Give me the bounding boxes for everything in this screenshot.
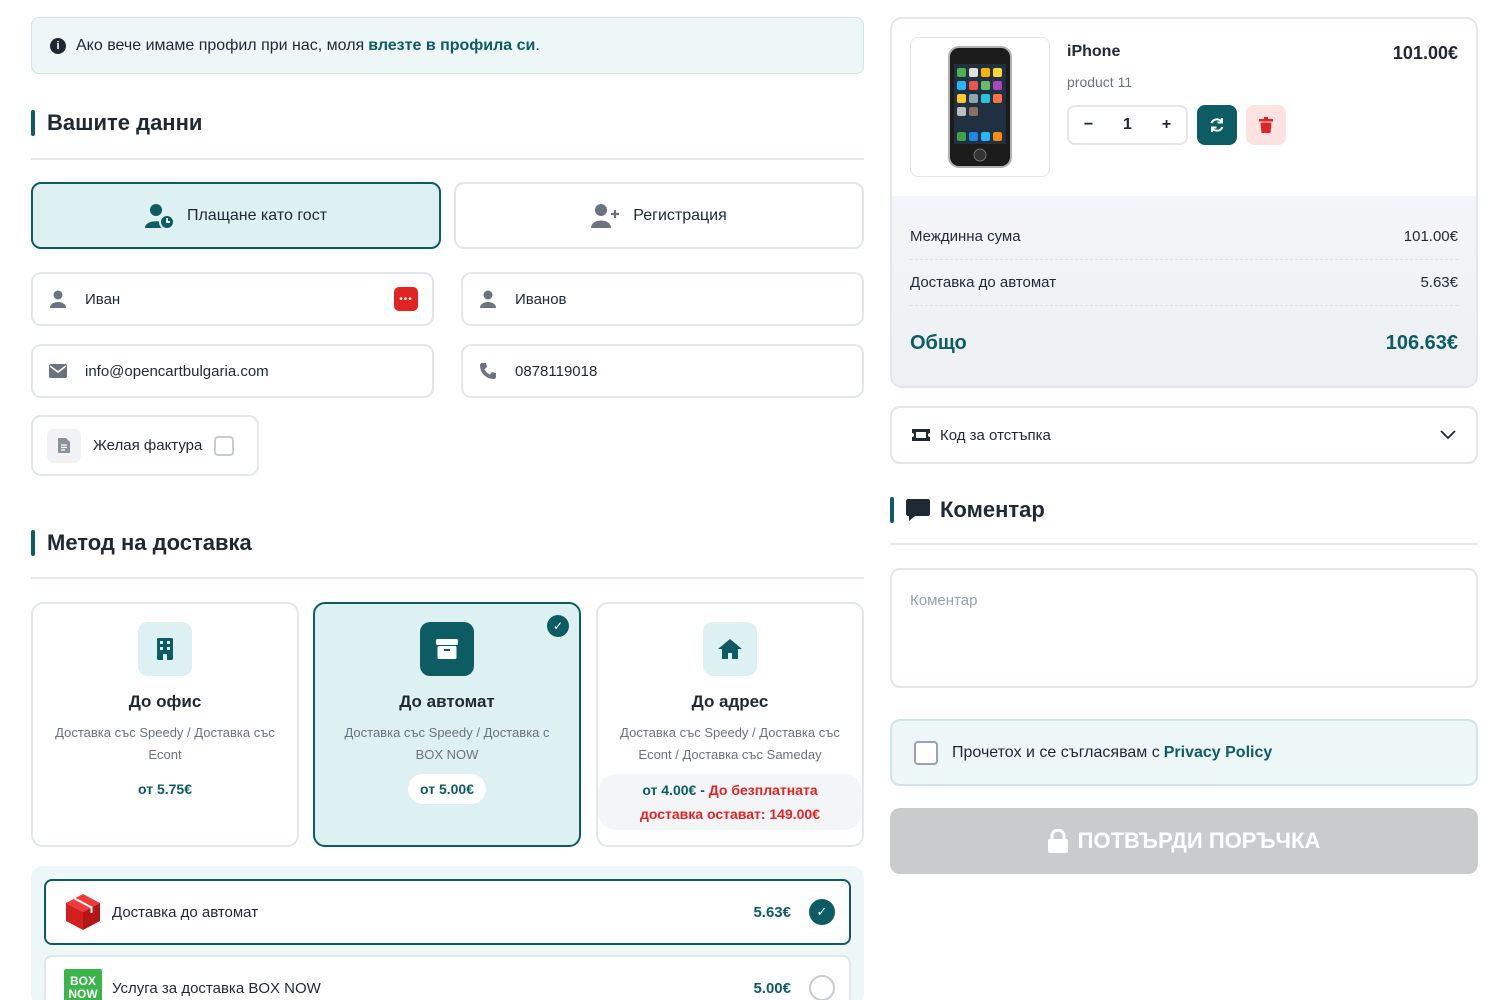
section-divider xyxy=(31,577,864,579)
free-shipping-remaining: До безплатната доставка остават: 149.00€ xyxy=(640,782,820,822)
info-icon: i xyxy=(50,38,66,54)
last-name-value: Иванов xyxy=(515,290,567,308)
privacy-policy-link[interactable]: Privacy Policy xyxy=(1163,743,1273,761)
delivery-option-office[interactable] xyxy=(31,602,299,847)
lock-icon xyxy=(1048,829,1068,853)
email-value: info@opencartbulgaria.com xyxy=(85,362,269,380)
boxnow-logo xyxy=(64,969,102,1000)
delivery-option-price: от 5.75€ xyxy=(126,774,204,804)
delivery-price-from: от 4.00€ - xyxy=(642,782,705,798)
customer-heading-text: Вашите данни xyxy=(47,110,203,135)
phone-field[interactable] xyxy=(461,344,864,398)
email-field[interactable] xyxy=(31,344,434,398)
delivery-option-price: от 5.00€ xyxy=(408,774,486,804)
carrier-row-locker[interactable] xyxy=(44,879,851,945)
delivery-option-title: До автомат xyxy=(399,692,495,711)
privacy-text: Прочетох и се съгласявам с xyxy=(952,743,1160,761)
chevron-down-icon xyxy=(1440,430,1456,440)
carrier-row-boxnow[interactable] xyxy=(44,955,851,1000)
carrier-price: 5.00€ xyxy=(753,979,791,997)
invoice-label: Желая фактура xyxy=(93,437,203,454)
carrier-name: Услуга за доставка BOX NOW xyxy=(112,979,321,997)
user-plus-icon xyxy=(591,204,621,228)
total-label: Общо xyxy=(910,331,967,354)
check-icon[interactable]: ✓ xyxy=(809,899,835,925)
product-image[interactable] xyxy=(910,37,1050,177)
delivery-section-heading xyxy=(31,530,252,556)
subtotal-row xyxy=(910,214,1458,260)
confirm-order-button[interactable] xyxy=(890,808,1478,874)
carrier-name: Доставка до автомат xyxy=(112,903,259,921)
check-icon: ✓ xyxy=(547,615,569,637)
delivery-option-locker[interactable] xyxy=(313,602,581,847)
carrier-radio[interactable] xyxy=(809,975,835,1000)
tab-guest-checkout[interactable] xyxy=(31,182,441,249)
privacy-checkbox[interactable] xyxy=(914,741,938,765)
refresh-icon xyxy=(1209,117,1225,133)
delete-button[interactable] xyxy=(1246,105,1286,145)
cart-product-row xyxy=(892,19,1476,196)
user-icon xyxy=(477,290,499,308)
invoice-checkbox[interactable] xyxy=(214,436,234,456)
comment-textarea[interactable] xyxy=(890,568,1478,688)
refresh-button[interactable] xyxy=(1197,105,1237,145)
envelope-icon xyxy=(47,364,69,378)
delivery-option-address[interactable] xyxy=(596,602,864,847)
login-banner-suffix: . xyxy=(535,36,540,54)
delivery-option-price xyxy=(598,774,862,830)
password-manager-icon[interactable]: ••• xyxy=(394,287,418,311)
delivery-option-title: До адрес xyxy=(691,692,769,711)
tab-register[interactable] xyxy=(454,182,864,249)
heading-accent-bar xyxy=(31,530,35,556)
first-name-value: Иван xyxy=(85,290,121,308)
comment-section-heading xyxy=(890,497,1045,523)
login-banner-text: Ако вече имаме профил при нас, моля xyxy=(76,36,365,54)
section-divider xyxy=(31,158,864,160)
delivery-option-desc: Доставка със Speedy / Доставка със Econt / Доставка със Sameday xyxy=(620,725,840,762)
coupon-toggle[interactable] xyxy=(890,406,1478,464)
trash-icon xyxy=(1259,117,1273,133)
subtotal-value: 101.00€ xyxy=(1403,228,1458,245)
coupon-label: Код за отстъпка xyxy=(940,426,1051,444)
invoice-toggle[interactable] xyxy=(31,415,259,476)
last-name-field[interactable] xyxy=(461,272,864,326)
qty-increase-button[interactable]: + xyxy=(1161,116,1172,133)
carrier-list xyxy=(31,866,864,1000)
first-name-field[interactable] xyxy=(31,272,434,326)
qty-input[interactable]: 1 xyxy=(1123,116,1132,133)
product-price: 101.00€ xyxy=(1392,43,1458,63)
delivery-option-desc: Доставка със Speedy / Доставка със Econt xyxy=(55,725,275,762)
comment-heading-text: Коментар xyxy=(940,497,1045,522)
product-name[interactable]: iPhone xyxy=(1067,43,1121,60)
tab-register-label: Регистрация xyxy=(633,206,727,224)
building-icon xyxy=(138,622,192,676)
delivery-option-title: До офис xyxy=(128,692,202,711)
box-icon xyxy=(420,622,474,676)
confirm-order-label: ПОТВЪРДИ ПОРЪЧКА xyxy=(1077,828,1321,853)
total-value: 106.63€ xyxy=(1385,331,1458,354)
login-link[interactable]: влезте в профила си xyxy=(368,36,536,54)
document-icon xyxy=(47,429,81,463)
privacy-consent[interactable] xyxy=(890,719,1478,786)
cart-summary xyxy=(890,17,1478,388)
delivery-heading-text: Метод на доставка xyxy=(47,530,252,555)
user-clock-icon xyxy=(145,203,175,229)
comment-placeholder: Коментар xyxy=(910,592,978,609)
carrier-price: 5.63€ xyxy=(753,903,791,921)
quantity-stepper xyxy=(1067,105,1188,145)
tab-guest-label: Плащане като гост xyxy=(186,206,328,224)
phone-icon xyxy=(477,362,499,380)
customer-section-heading xyxy=(31,110,202,136)
shipping-row xyxy=(910,260,1458,306)
package-logo-icon xyxy=(64,893,102,931)
user-icon xyxy=(47,290,69,308)
subtotal-label: Междинна сума xyxy=(910,228,1021,245)
shipping-label: Доставка до автомат xyxy=(910,274,1057,291)
heading-accent-bar xyxy=(31,110,35,136)
comment-icon xyxy=(906,499,930,521)
product-sku: product 11 xyxy=(1067,74,1133,90)
section-divider xyxy=(890,543,1478,545)
cart-totals xyxy=(892,196,1476,388)
total-row xyxy=(910,306,1458,380)
boxnow-logo-line2: NOW xyxy=(68,987,98,1000)
ticket-icon xyxy=(912,429,930,441)
qty-decrease-button[interactable]: − xyxy=(1083,116,1094,133)
delivery-option-desc: Доставка със Speedy / Доставка с BOX NOW xyxy=(344,725,550,762)
home-icon xyxy=(703,622,757,676)
phone-value: 0878119018 xyxy=(515,362,598,380)
boxnow-logo-line1: BOX xyxy=(69,974,96,988)
heading-accent-bar xyxy=(890,497,894,523)
shipping-value: 5.63€ xyxy=(1420,274,1458,291)
login-banner xyxy=(31,17,864,74)
